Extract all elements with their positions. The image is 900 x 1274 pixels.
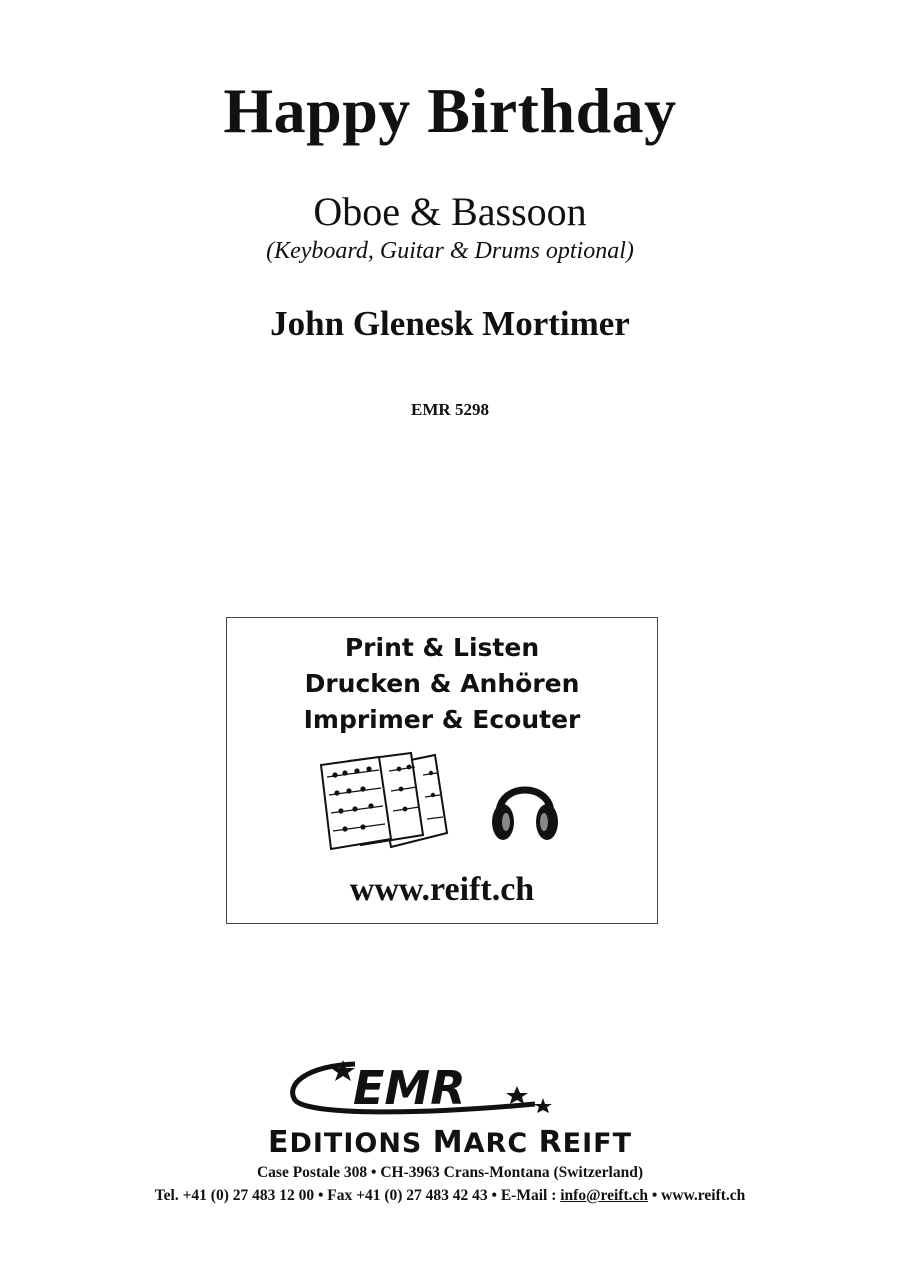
logo-text: EMR xyxy=(353,1061,466,1115)
sheet-music-icon xyxy=(319,751,449,851)
instrumentation: Oboe & Bassoon xyxy=(313,189,587,234)
promo-website-link[interactable]: www.reift.ch xyxy=(349,871,535,908)
publisher-initial-r: R xyxy=(538,1125,563,1160)
contact-website: • www.reift.ch xyxy=(648,1187,746,1204)
headphones-icon xyxy=(489,770,561,846)
email-link[interactable]: info@reift.ch xyxy=(560,1187,648,1204)
promo-line-french: Imprimer & Ecouter xyxy=(303,705,581,734)
publisher-initial-e: E xyxy=(267,1125,290,1160)
publisher-word-reift: EIFT xyxy=(562,1128,633,1159)
emr-logo xyxy=(285,1056,565,1122)
publisher-word-editions: DITIONS xyxy=(289,1128,423,1159)
catalog-number: EMR 5298 xyxy=(411,400,489,419)
publisher-contact xyxy=(0,1187,900,1205)
piece-title: Happy Birthday xyxy=(223,75,677,146)
print-listen-box xyxy=(226,617,658,924)
publisher-word-marc: ARC xyxy=(463,1128,529,1159)
contact-phone-fax: Tel. +41 (0) 27 483 12 00 • Fax +41 (0) 27 483 42 43 • E-Mail : xyxy=(154,1187,561,1204)
composer-name: John Glenesk Mortimer xyxy=(270,304,630,343)
promo-line-german: Drucken & Anhören xyxy=(304,669,580,698)
optional-instruments: (Keyboard, Guitar & Drums optional) xyxy=(266,238,634,264)
publisher-initial-m: M xyxy=(432,1125,464,1160)
publisher-address: Case Postale 308 • CH-3963 Crans-Montana (Switzerland) xyxy=(256,1164,643,1181)
promo-line-english: Print & Listen xyxy=(344,633,540,662)
publisher-name xyxy=(0,1125,900,1160)
